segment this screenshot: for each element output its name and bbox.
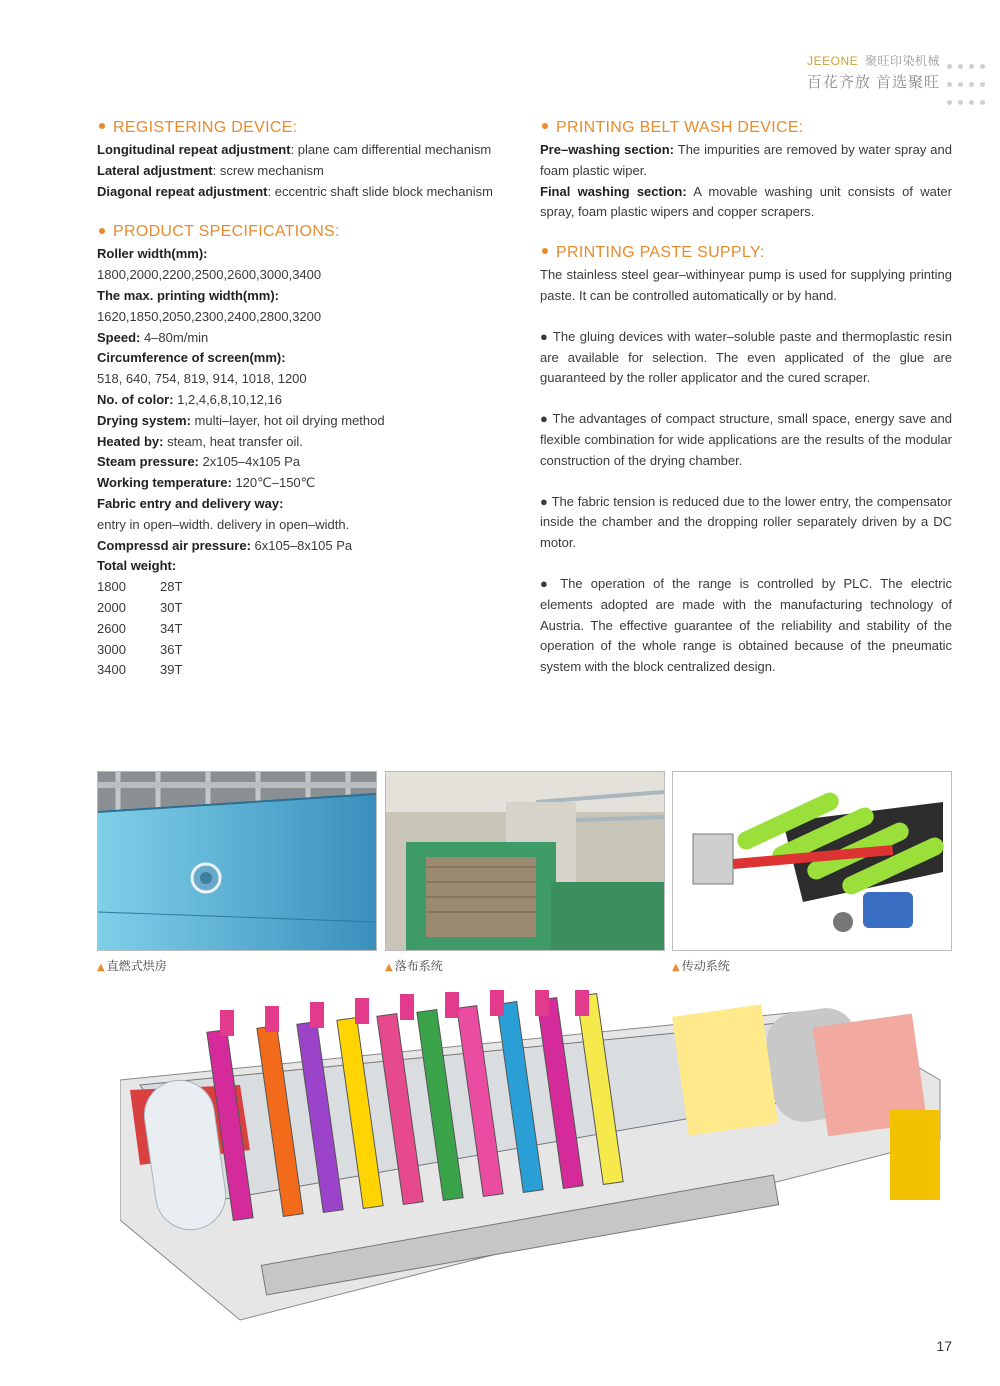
caption-drying: ▲ 直燃式烘房: [97, 959, 167, 973]
spec-label: Fabric entry and delivery way:: [97, 495, 284, 511]
photo-row: [97, 771, 952, 951]
weight-list: [97, 577, 517, 681]
spec-value: 1800,2000,2200,2500,2600,3000,3400: [97, 267, 322, 283]
drying-chamber-photo: [97, 771, 377, 951]
bullet-icon: [99, 228, 105, 234]
weight-row: 2000 30T: [97, 599, 183, 615]
bullet-icon: [542, 248, 548, 254]
cloth-falling-photo: [385, 771, 665, 951]
weight-row: 3400 39T: [97, 662, 183, 678]
spec-value: entry in open–width. delivery in open–width.: [97, 516, 350, 532]
spec-value: 518, 640, 754, 819, 914, 1018, 1200: [97, 371, 307, 387]
reg-row: Longitudinal repeat adjustment: plane cam differential mechanism: [97, 142, 492, 157]
page-number: 17: [936, 1338, 952, 1354]
spec-drying: Drying system: multi–layer, hot oil drying method: [97, 412, 385, 428]
decorative-dots: [944, 58, 992, 88]
specs-title: PRODUCT SPECIFICATIONS:: [97, 222, 517, 242]
feature-bullet: ● The fabric tension is reduced due to the lower entry, the compensator inside the chamber and the dropping roller separately driven by a DC motor.: [540, 493, 952, 551]
wash-title: PRINTING BELT WASH DEVICE:: [540, 118, 952, 138]
spec-value: 1620,1850,2050,2300,2400,2800,3200: [97, 308, 322, 324]
feature-bullet: ● The operation of the range is controlled by PLC. The electric elements adopted are made with the manufacturing technology of Austria. The effective guarantee of the reliability and stability of the operation of the whole range is obtained because of the pneumatic system with the block centralized design.: [540, 575, 953, 675]
spec-speed: Speed: 4–80m/min: [97, 329, 209, 345]
wash-final: Final washing section: A movable washing unit consists of water spray, foam plastic wipers and copper scrapers.: [540, 183, 952, 220]
paste-title: PRINTING PASTE SUPPLY:: [540, 243, 952, 263]
spec-air: Compressd air pressure: 6x105–8x105 Pa: [97, 537, 353, 553]
reg-row: Lateral adjustment: screw mechanism: [97, 162, 324, 178]
spec-temp: Working temperature: 120℃–150℃: [97, 475, 316, 491]
wash-pre: Pre–washing section: The impurities are removed by water spray and foam plastic wiper.: [540, 142, 952, 178]
brand-cn: 聚旺印染机械: [864, 54, 940, 68]
printing-machine-illustration: [120, 990, 960, 1330]
reg-row: Diagonal repeat adjustment: eccentric shaft slide block mechanism: [97, 183, 493, 199]
triangle-icon: ▲: [97, 962, 105, 973]
brand-header: [807, 52, 940, 92]
weight-row: 3000 36T: [97, 641, 183, 657]
weight-row: 1800 28T: [97, 579, 183, 595]
drive-system-photo: [672, 771, 952, 951]
brand-line: [807, 52, 940, 69]
caption-drive: ▲ 传动系统: [672, 959, 730, 973]
weight-row: 2600 34T: [97, 620, 183, 636]
spec-label: Circumference of screen(mm):: [97, 350, 286, 366]
spec-heated: Heated by: steam, heat transfer oil.: [97, 433, 303, 449]
bullet-icon: [542, 123, 548, 129]
registering-title: REGISTERING DEVICE:: [97, 118, 517, 138]
triangle-icon: ▲: [385, 962, 393, 973]
spec-label: Roller width(mm):: [97, 246, 208, 262]
feature-bullet: ● The gluing devices with water–soluble paste and thermoplastic resin are available for selection. The even applicated of the glue are guaranteed by the roller applicator and the cured scraper.: [540, 328, 952, 386]
brand-en: JEEONE: [807, 54, 859, 68]
feature-bullet: ● The advantages of compact structure, small space, energy save and flexible combination for wide applications are the results of the modular construction of the drying chamber.: [540, 411, 952, 468]
left-column: [97, 118, 517, 681]
spec-steam: Steam pressure: 2x105–4x105 Pa: [97, 454, 301, 470]
spec-color: No. of color: 1,2,4,6,8,10,12,16: [97, 391, 282, 407]
spec-label: Total weight:: [97, 558, 177, 574]
paste-text: The stainless steel gear–withinyear pump is used for supplying printing paste. It can be controlled automatically or by hand.: [540, 267, 952, 303]
spec-label: The max. printing width(mm):: [97, 287, 279, 303]
brand-slogan: 百花齐放 首选聚旺: [806, 74, 940, 91]
bullet-icon: [99, 123, 105, 129]
triangle-icon: ▲: [672, 962, 680, 973]
caption-falling: ▲ 落布系统: [385, 959, 443, 973]
right-column: [540, 118, 952, 678]
